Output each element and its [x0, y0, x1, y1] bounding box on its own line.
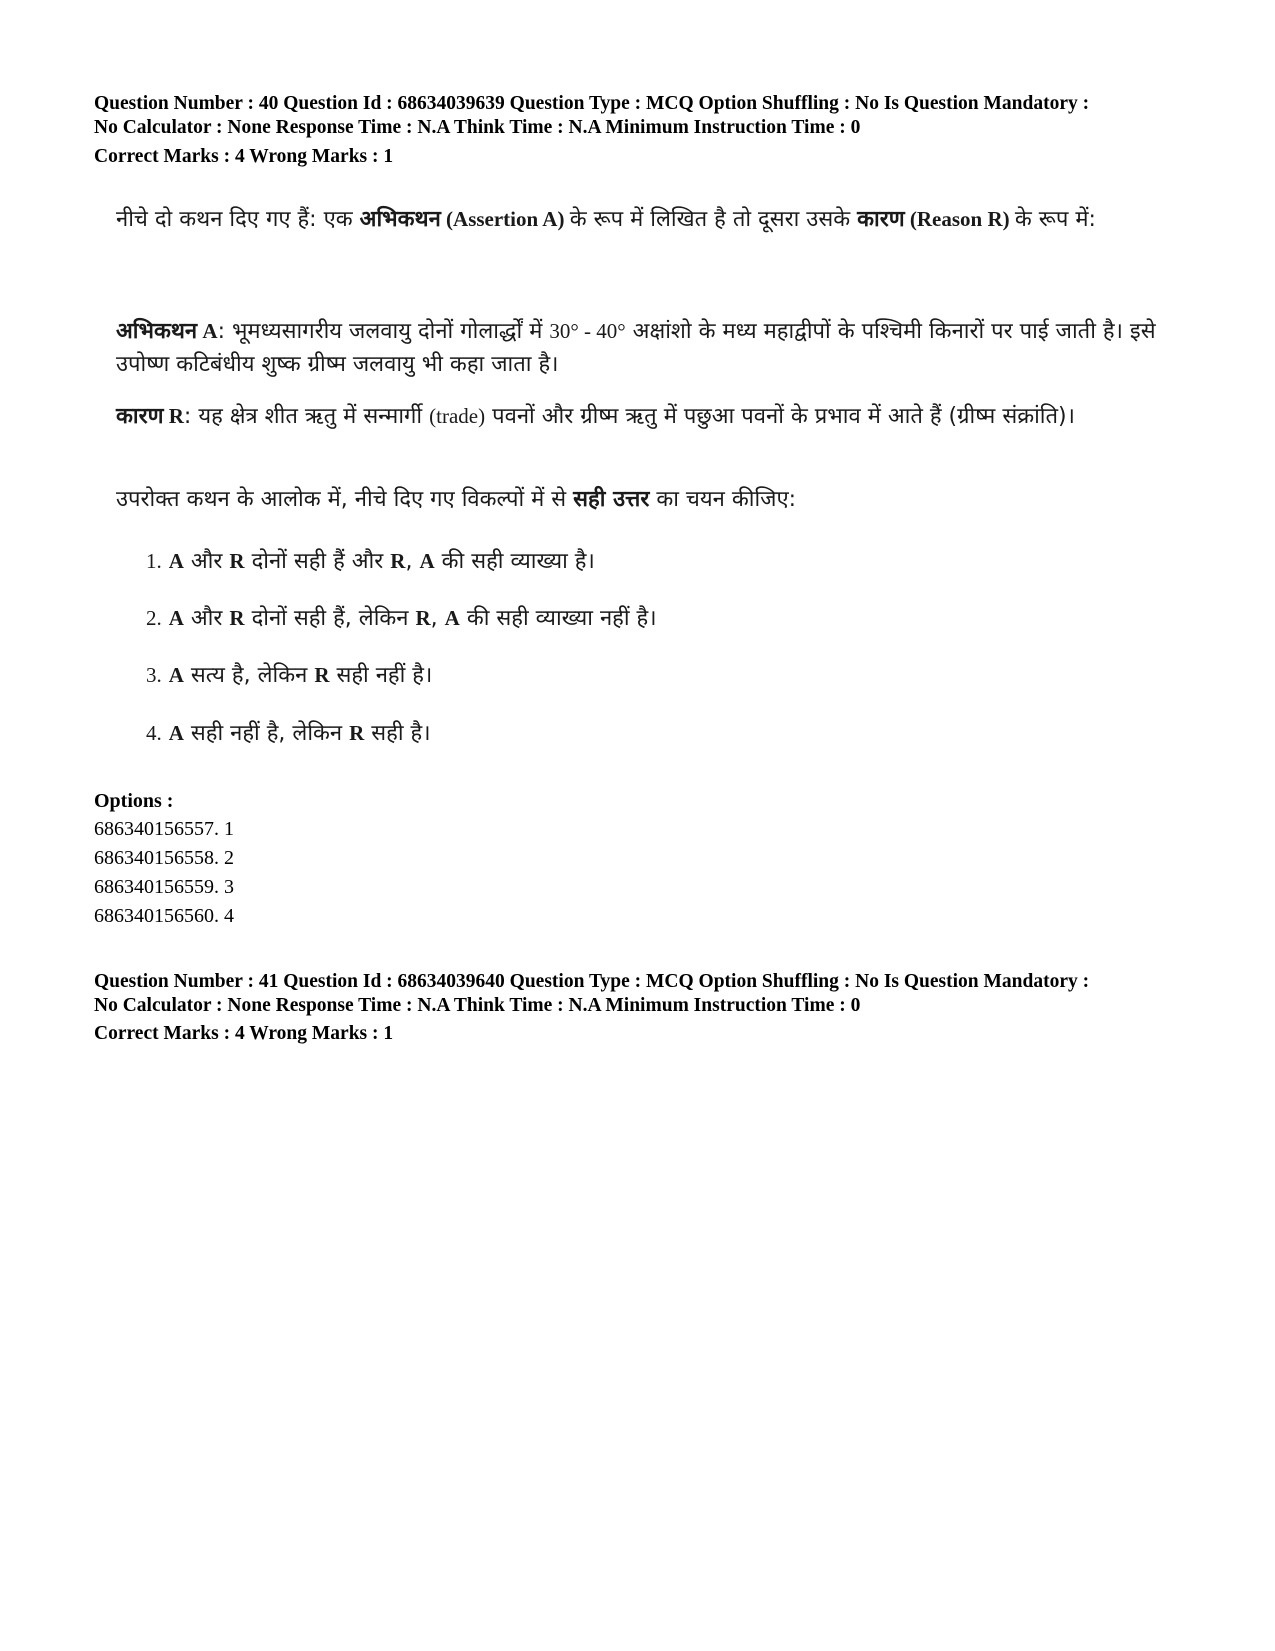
question-meta-line1: Question Number : 41 Question Id : 68634039640 Question Type : MCQ Option Shuffling : No Is Question Mandatory :: [94, 971, 1090, 992]
question-meta-line1: Question Number : 40 Question Id : 68634039639 Question Type : MCQ Option Shuffling : No Is Question Mandatory :: [94, 93, 1090, 114]
choice-item: 1. A और R दोनों सही हैं और R, A की सही व्याख्या है।: [146, 549, 595, 574]
option-id: 686340156559. 3: [94, 876, 234, 898]
choice-item: 3. A सत्य है, लेकिन R सही नहीं है।: [146, 663, 433, 688]
choice-item: 2. A और R दोनों सही हैं, लेकिन R, A की सही व्याख्या नहीं है।: [146, 606, 657, 631]
question-meta-line2: No Calculator : None Response Time : N.A Think Time : N.A Minimum Instruction Time : 0: [94, 995, 861, 1016]
question-meta-line2: No Calculator : None Response Time : N.A Think Time : N.A Minimum Instruction Time : 0: [94, 117, 861, 138]
option-id: 686340156558. 2: [94, 847, 234, 869]
reason-label: कारण: [116, 404, 164, 429]
choice-item: 4. A सही नहीं है, लेकिन R सही है।: [146, 721, 431, 746]
reason-statement: कारण R: यह क्षेत्र शीत ऋतु में सन्मार्गी (trade) पवनों और ग्रीष्म ऋतु में पछुआ पवनों के प्रभाव में आते हैं (ग्रीष्म संक्रांति)।: [116, 404, 1075, 429]
question-intro: नीचे दो कथन दिए गए हैं: एक अभिकथन (Assertion A) के रूप में लिखित है तो दूसरा उसके कारण (Reason R) के रूप में:: [116, 207, 1096, 232]
question-instruction: उपरोक्त कथन के आलोक में, नीचे दिए गए विकल्पों में से सही उत्तर का चयन कीजिए:: [116, 487, 797, 512]
options-header: Options :: [94, 790, 174, 812]
option-id: 686340156557. 1: [94, 818, 234, 840]
assertion-statement: अभिकथन A: भूमध्यसागरीय जलवायु दोनों गोलार्द्धों में 30° - 40° अक्षांशो के मध्य महाद्वीपों के पश्चिमी किनारों पर पाई जाती है। इसे उपोष्ण कटिबंधीय शुष्क ग्रीष्म जलवायु भी कहा जाता है।: [116, 319, 1156, 377]
assertion-label: अभिकथन: [116, 319, 198, 344]
option-id: 686340156560. 4: [94, 905, 234, 927]
question-marks: Correct Marks : 4 Wrong Marks : 1: [94, 1023, 394, 1044]
question-marks: Correct Marks : 4 Wrong Marks : 1: [94, 146, 394, 167]
